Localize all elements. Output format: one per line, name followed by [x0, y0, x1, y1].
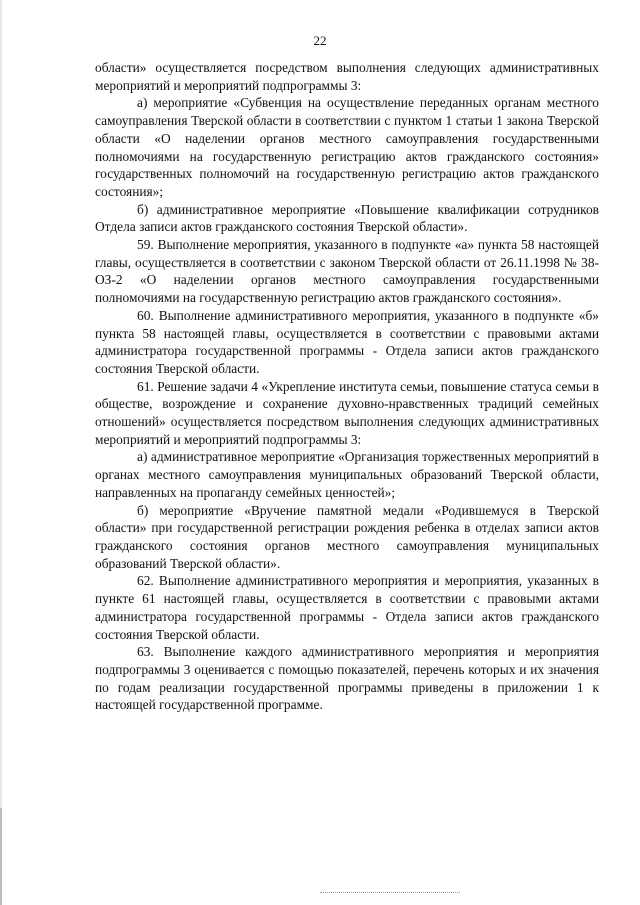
paragraph: б) административное мероприятие «Повышение квалификации сотрудников Отдела записи актов гражданского состояния Тверской области».: [95, 201, 599, 235]
page-number: 22: [313, 33, 327, 48]
scan-artifact: [320, 892, 460, 893]
paragraph: а) административное мероприятие «Организация торжественных мероприятий в органах местного самоуправления муниципальных образований Тверской области, направленных на пропаганду семейных ценностей»;: [95, 449, 599, 500]
document-body: [95, 59, 599, 714]
paragraph: 61. Решение задачи 4 «Укрепление института семьи, повышение статуса семьи в обществе, возрождение и сохранение духовно-нравственных традиций семейных отношений» осуществляется посредством выполнения следующих административных мероприятий и мероприятий подпрограммы 3:: [95, 378, 599, 447]
scan-edge: [0, 0, 2, 905]
paragraph: 63. Выполнение каждого административного мероприятия и мероприятия подпрограммы 3 оценивается с помощью показателей, перечень которых и их значения по годам реализации государственной программы приведены в приложении 1 к настоящей государственной программе.: [95, 644, 599, 713]
paragraph: 62. Выполнение административного мероприятия и мероприятия, указанных в пункте 61 настоящей главы, осуществляется в соответствии с правовыми актами администратора государственной программы - Отдела записи актов гражданского состояния Тверской области.: [95, 573, 599, 642]
paragraph: 60. Выполнение административного мероприятия, указанного в подпункте «б» пункта 58 настоящей главы, осуществляется в соответствии с правовыми актами администратора государственной программы - Отдела записи актов гражданского состояния Тверской области.: [95, 307, 599, 376]
paragraph: б) мероприятие «Вручение памятной медали «Родившемуся в Тверской области» при государственной регистрации рождения ребенка в отделах записи актов гражданского состояния органов местного самоуправления муниципальных образований Тверской области».: [95, 502, 599, 571]
paragraph: 59. Выполнение мероприятия, указанного в подпункте «а» пункта 58 настоящей главы, осуществляется в соответствии с законом Тверской области от 26.11.1998 № 38-ОЗ-2 «О наделении органов местного самоуправления государственными полномочиями на государственную регистрацию актов гражданского состояния».: [95, 237, 599, 306]
paragraph: а) мероприятие «Субвенция на осуществление переданных органам местного самоуправления Тверской области в соответствии с пунктом 1 статьи 1 закона Тверской области «О наделении органов местного самоуправления государственными полномочиями на государственную регистрацию актов гражданского состояния» государственных полномочий на государственную регистрацию актов гражданского состояния»;: [95, 95, 599, 199]
scan-mark: [0, 808, 2, 905]
paragraph: области» осуществляется посредством выполнения следующих административных мероприятий и мероприятий подпрограммы 3:: [95, 60, 599, 93]
